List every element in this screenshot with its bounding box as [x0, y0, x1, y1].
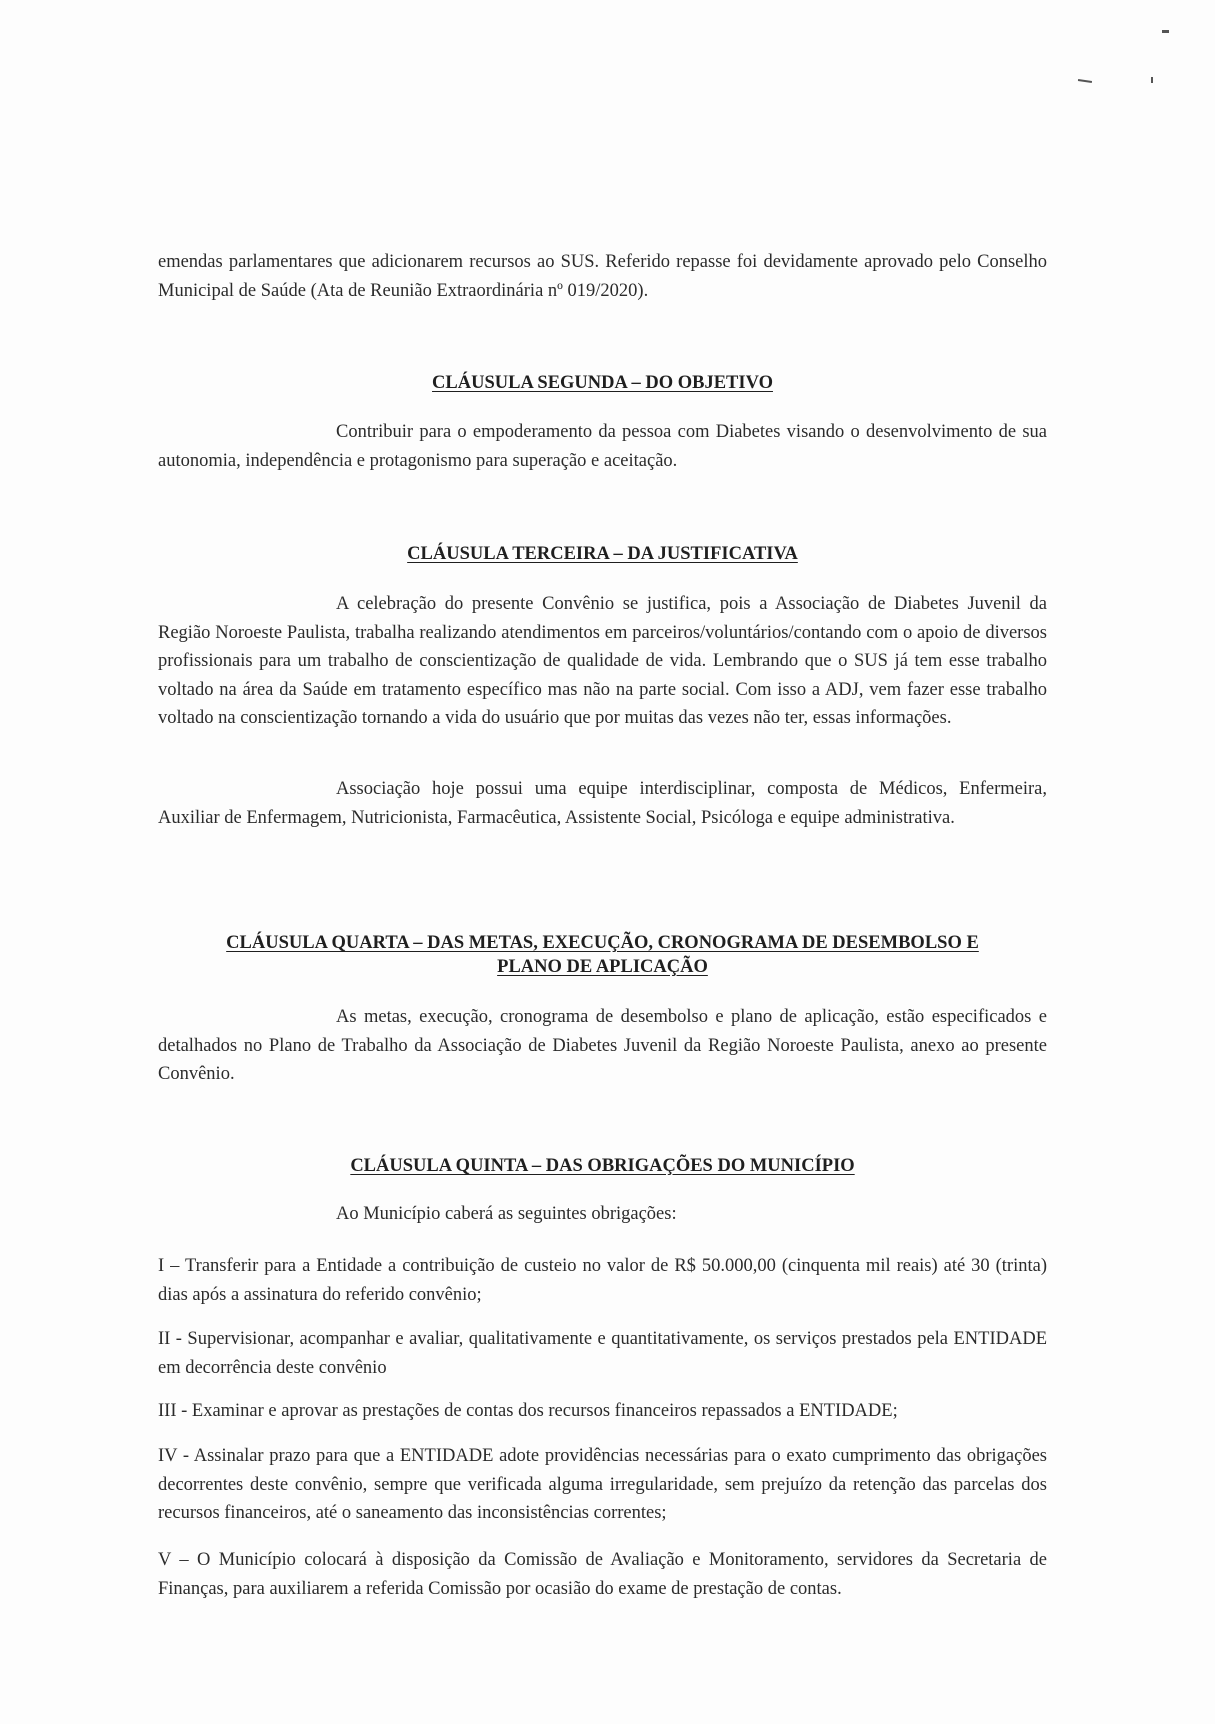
clausula-segunda-text: Contribuir para o empoderamento da pessoa com Diabetes visando o desenvolvimento de sua autonomia, independência e protagonismo para superação e aceitação.: [158, 422, 1047, 471]
obligation-item-i: I – Transferir para a Entidade a contribuição de custeio no valor de R$ 50.000,00 (cinquenta mil reais) até 30 (trinta) dias após a assinatura do referido convênio;: [158, 1256, 1047, 1305]
clausula-quarta-heading-line1: CLÁUSULA QUARTA – DAS METAS, EXECUÇÃO, CRONOGRAMA DE DESEMBOLSO E: [226, 933, 979, 953]
clausula-quinta-lead: Ao Município caberá as seguintes obrigações:: [336, 1204, 677, 1224]
clausula-terceira-p1: A celebração do presente Convênio se justifica, pois a Associação de Diabetes Juvenil da Região Noroeste Paulista, trabalha realizando atendimentos em parceiros/voluntários/contando com o apoio de diversos profissionais para um trabalho de conscientização de qualidade de vida. Lembrando que o SUS já tem esse trabalho voltado na área da Saúde em tratamento específico mas não na parte social. Com isso a ADJ, vem fazer esse trabalho voltado na conscientização tornando a vida do usuário que por muitas das vezes não ter, essas informações.: [158, 594, 1047, 728]
clausula-quinta-heading: CLÁUSULA QUINTA – DAS OBRIGAÇÕES DO MUNICÍPIO: [350, 1156, 855, 1176]
scan-mark-3: [1151, 77, 1153, 83]
obligation-item-iv: IV - Assinalar prazo para que a ENTIDADE adote providências necessárias para o exato cumprimento das obrigações decorrentes deste convênio, sempre que verificada alguma irregularidade, sem prejuízo da retenção das parcelas dos recursos financeiros, até o saneamento das inconsistências correntes;: [158, 1446, 1047, 1523]
clausula-segunda-heading: CLÁUSULA SEGUNDA – DO OBJETIVO: [432, 373, 773, 393]
obligation-item-ii: II - Supervisionar, acompanhar e avaliar, qualitativamente e quantitativamente, os serviços prestados pela ENTIDADE em decorrência deste convênio: [158, 1329, 1047, 1378]
clausula-terceira-heading: CLÁUSULA TERCEIRA – DA JUSTIFICATIVA: [407, 544, 798, 564]
obligation-item-iii: III - Examinar e aprovar as prestações de contas dos recursos financeiros repassados a ENTIDADE;: [158, 1401, 898, 1421]
scan-mark-2: [1078, 79, 1092, 82]
scan-mark-1: [1162, 30, 1169, 33]
intro-paragraph: emendas parlamentares que adicionarem recursos ao SUS. Referido repasse foi devidamente aprovado pelo Conselho Municipal de Saúde (Ata de Reunião Extraordinária nº 019/2020).: [158, 252, 1047, 301]
clausula-quarta-text: As metas, execução, cronograma de desembolso e plano de aplicação, estão especificados e detalhados no Plano de Trabalho da Associação de Diabetes Juvenil da Região Noroeste Paulista, anexo ao presente Convênio.: [158, 1007, 1047, 1084]
clausula-terceira-p2: Associação hoje possui uma equipe interdisciplinar, composta de Médicos, Enfermeira, Auxiliar de Enfermagem, Nutricionista, Farmacêutica, Assistente Social, Psicóloga e equipe administrativa.: [158, 779, 1047, 828]
obligation-item-v: V – O Município colocará à disposição da Comissão de Avaliação e Monitoramento, servidores da Secretaria de Finanças, para auxiliarem a referida Comissão por ocasião do exame de prestação de contas.: [158, 1550, 1047, 1599]
clausula-quarta-heading-line2: PLANO DE APLICAÇÃO: [497, 957, 708, 977]
